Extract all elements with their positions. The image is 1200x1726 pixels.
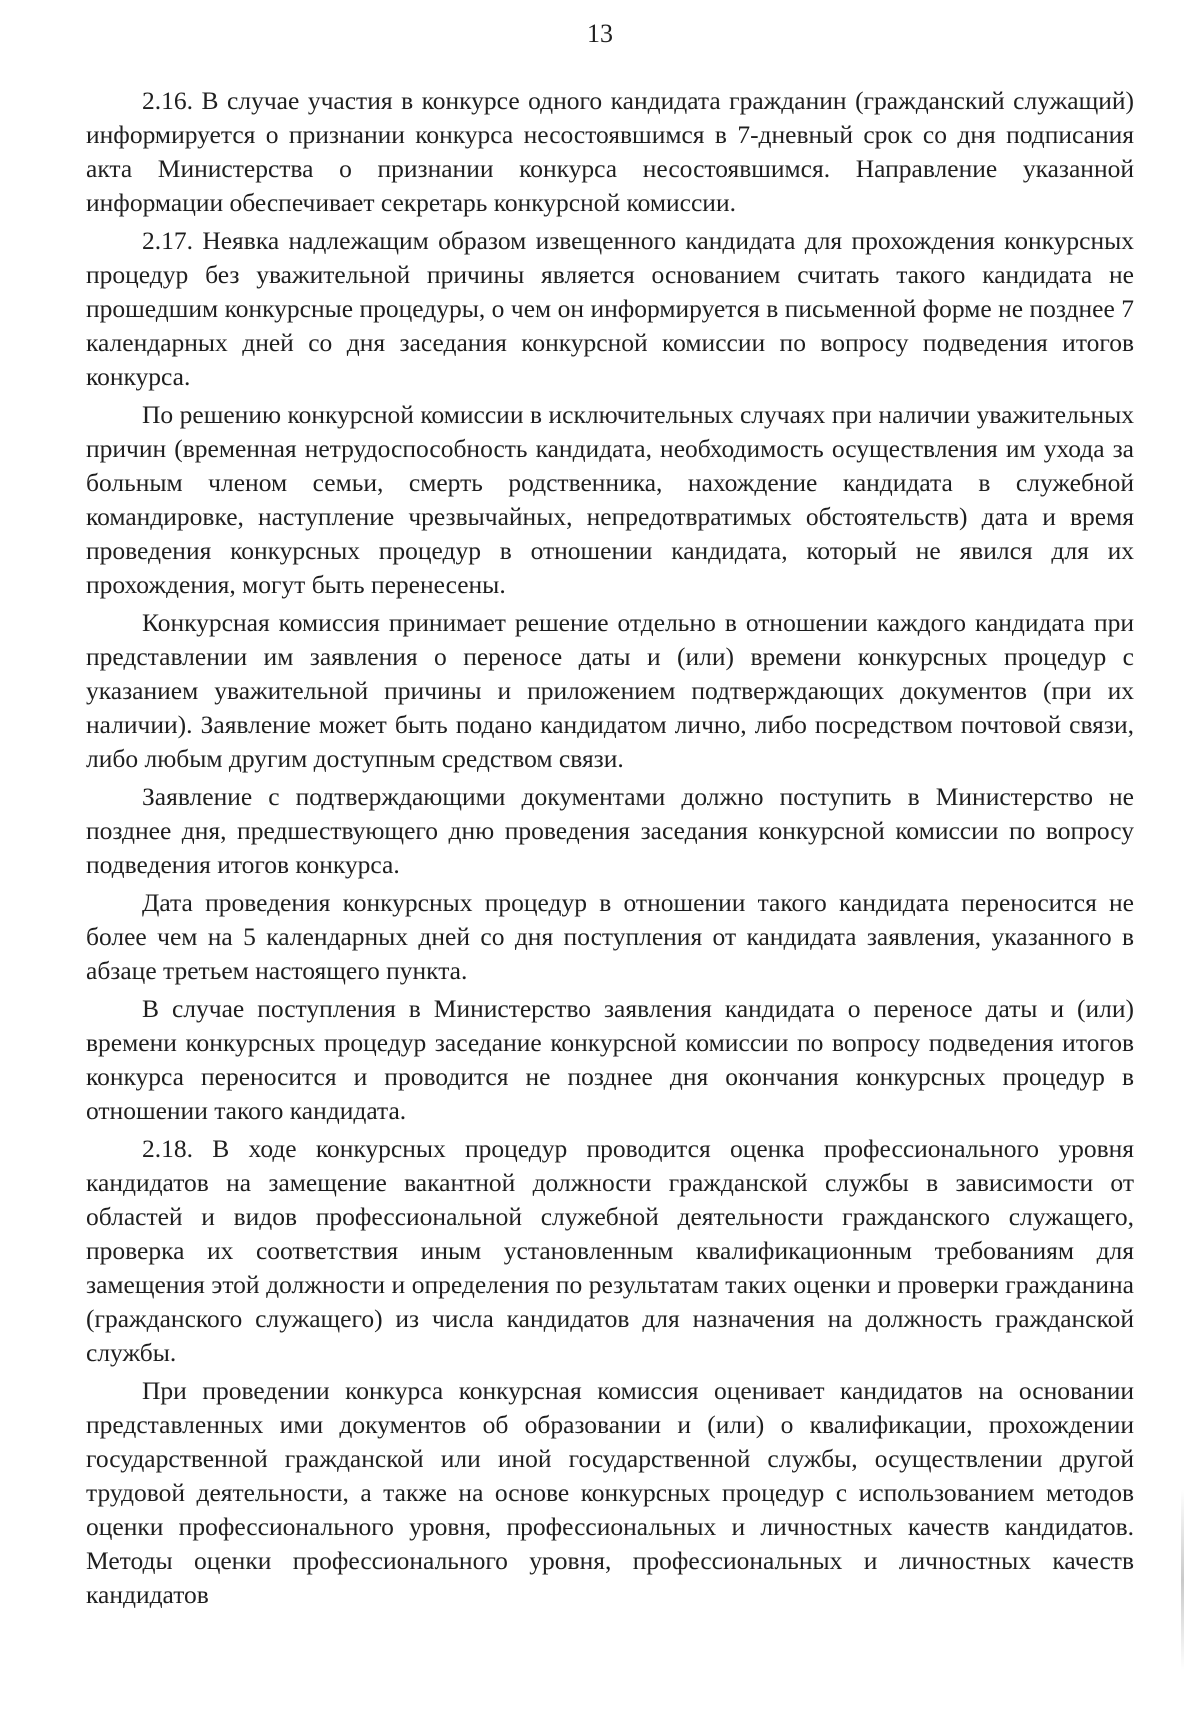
scan-edge-mark bbox=[1181, 1490, 1184, 1670]
paragraph-meeting-transfer: В случае поступления в Министерство заявления кандидата о переносе даты и (или) времени конкурсных процедур заседание конкурсной комиссии по вопросу подведения итогов конкурса переносится и проводится не позднее дня окончания конкурсных процедур в отношении такого кандидата. bbox=[86, 994, 1134, 1125]
paragraph-2-18: 2.18. В ходе конкурсных процедур проводится оценка профессионального уровня кандидатов на замещение вакантной должности гражданской службы в зависимости от областей и видов профессиональной служебной деятельности гражданского служащего, проверка их соответствия иным установленным квалификационным требованиям для замещения этой должности и определения по результатам таких оценки и проверки гражданина (гражданского служащего) из числа кандидатов для назначения на должность гражданской службы. bbox=[86, 1134, 1134, 1367]
page-number: 13 bbox=[587, 19, 613, 48]
paragraph-postponement-decision: По решению конкурсной комиссии в исключительных случаях при наличии уважительных причин (временная нетрудоспособность кандидата, необходимость осуществления им ухода за больным членом семьи, смерть родственника, нахождение кандидата в служебной командировке, наступление чрезвычайных, непредотвратимых обстоятельств) дата и время проведения конкурсных процедур в отношении кандидата, который не явился для их прохождения, могут быть перенесены. bbox=[86, 400, 1134, 599]
paragraph-2-16: 2.16. В случае участия в конкурсе одного кандидата гражданин (гражданский служащий) информируется о признании конкурса несостоявшимся в 7-дневный срок со дня подписания акта Министерства о признании конкурса несостоявшимся. Направление указанной информации обеспечивает секретарь конкурсной комиссии. bbox=[86, 86, 1134, 217]
paragraph-application-deadline: Заявление с подтверждающими документами должно поступить в Министерство не позднее дня, предшествующего дню проведения заседания конкурсной комиссии по вопросу подведения итогов конкурса. bbox=[86, 782, 1134, 879]
paragraph-2-17: 2.17. Неявка надлежащим образом извещенного кандидата для прохождения конкурсных процедур без уважительной причины является основанием считать такого кандидата не прошедшим конкурсные процедуры, о чем он информируется в письменной форме не позднее 7 календарных дней со дня заседания конкурсной комиссии по вопросу подведения итогов конкурса. bbox=[86, 226, 1134, 391]
paragraph-commission-decision: Конкурсная комиссия принимает решение отдельно в отношении каждого кандидата при представлении им заявления о переносе даты и (или) времени конкурсных процедур с указанием уважительной причины и приложением подтверждающих документов (при их наличии). Заявление может быть подано кандидатом лично, либо посредством почтовой связи, либо любым другим доступным средством связи. bbox=[86, 608, 1134, 773]
paragraph-evaluation-methods: При проведении конкурса конкурсная комиссия оценивает кандидатов на основании представленных ими документов об образовании и (или) о квалификации, прохождении государственной гражданской или иной государственной службы, осуществлении другой трудовой деятельности, а также на основе конкурсных процедур с использованием методов оценки профессионального уровня, профессиональных и личностных качеств кандидатов. Методы оценки профессионального уровня, профессиональных и личностных качеств кандидатов bbox=[86, 1376, 1134, 1609]
document-body bbox=[86, 84, 1134, 1612]
paragraph-date-transfer: Дата проведения конкурсных процедур в отношении такого кандидата переносится не более чем на 5 календарных дней со дня поступления от кандидата заявления, указанного в абзаце третьем настоящего пункта. bbox=[86, 888, 1134, 985]
